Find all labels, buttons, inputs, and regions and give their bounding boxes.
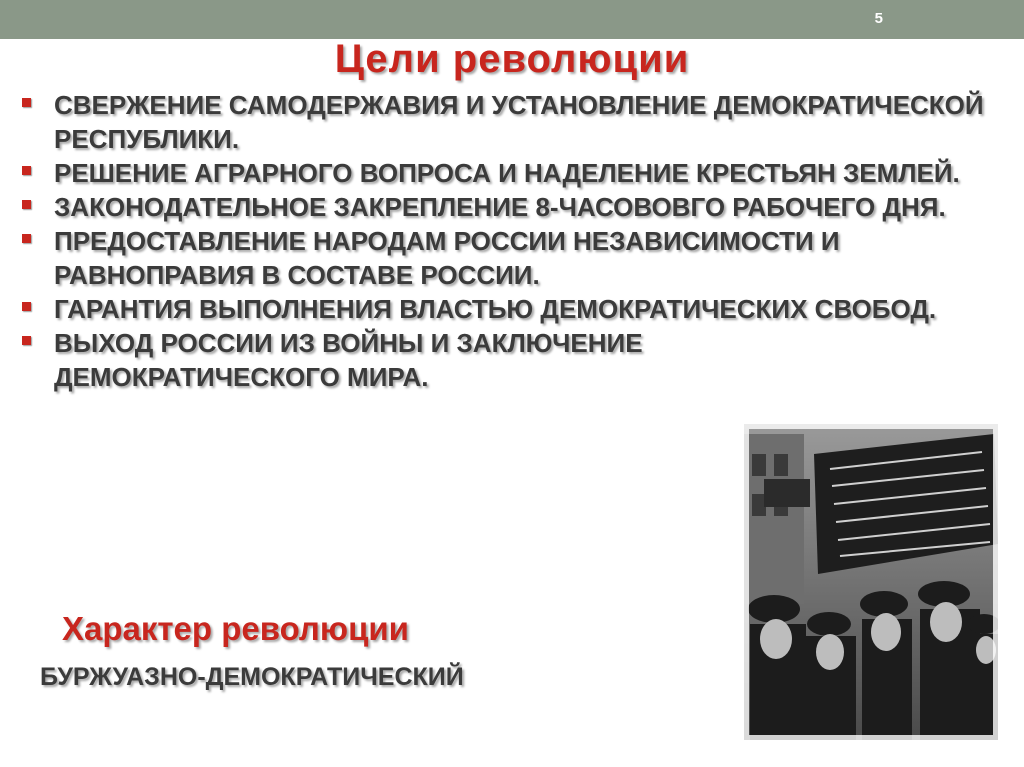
bullet-icon bbox=[22, 166, 31, 175]
demonstration-photo bbox=[744, 424, 998, 740]
goal-text: СВЕРЖЕНИЕ САМОДЕРЖАВИЯ И УСТАНОВЛЕНИЕ ДЕМОКРАТИЧЕСКОЙ РЕСПУБЛИКИ. bbox=[54, 90, 984, 154]
goal-item bbox=[16, 224, 986, 292]
demonstration-photo-illustration bbox=[744, 424, 998, 740]
goal-item bbox=[16, 156, 986, 190]
goal-item bbox=[16, 190, 986, 224]
bullet-icon bbox=[22, 302, 31, 311]
slide-title: Цели революции bbox=[334, 37, 690, 81]
bullet-icon bbox=[22, 98, 31, 107]
bullet-icon bbox=[22, 336, 31, 345]
goal-item bbox=[16, 292, 986, 326]
goal-item bbox=[16, 88, 986, 156]
goal-text: ГАРАНТИЯ ВЫПОЛНЕНИЯ ВЛАСТЬЮ ДЕМОКРАТИЧЕСКИХ СВОБОД. bbox=[54, 294, 937, 324]
goal-text: ПРЕДОСТАВЛЕНИЕ НАРОДАМ РОССИИ НЕЗАВИСИМОСТИ И РАВНОПРАВИЯ В СОСТАВЕ РОССИИ. bbox=[54, 226, 840, 290]
goals-list bbox=[16, 88, 986, 394]
top-bar bbox=[0, 0, 1024, 39]
character-value: БУРЖУАЗНО-ДЕМОКРАТИЧЕСКИЙ bbox=[40, 663, 464, 691]
bullet-icon bbox=[22, 234, 31, 243]
goal-item bbox=[16, 326, 704, 394]
goal-text: ЗАКОНОДАТЕЛЬНОЕ ЗАКРЕПЛЕНИЕ 8-ЧАСОВОВГО РАБОЧЕГО ДНЯ. bbox=[54, 192, 946, 222]
goal-text: РЕШЕНИЕ АГРАРНОГО ВОПРОСА И НАДЕЛЕНИЕ КРЕСТЬЯН ЗЕМЛЕЙ. bbox=[54, 158, 960, 188]
bullet-icon bbox=[22, 200, 31, 209]
goal-text: ВЫХОД РОССИИ ИЗ ВОЙНЫ И ЗАКЛЮЧЕНИЕ ДЕМОКРАТИЧЕСКОГО МИРА. bbox=[54, 328, 643, 392]
character-heading: Характер революции bbox=[62, 610, 409, 647]
page-number: 5 bbox=[874, 10, 883, 27]
